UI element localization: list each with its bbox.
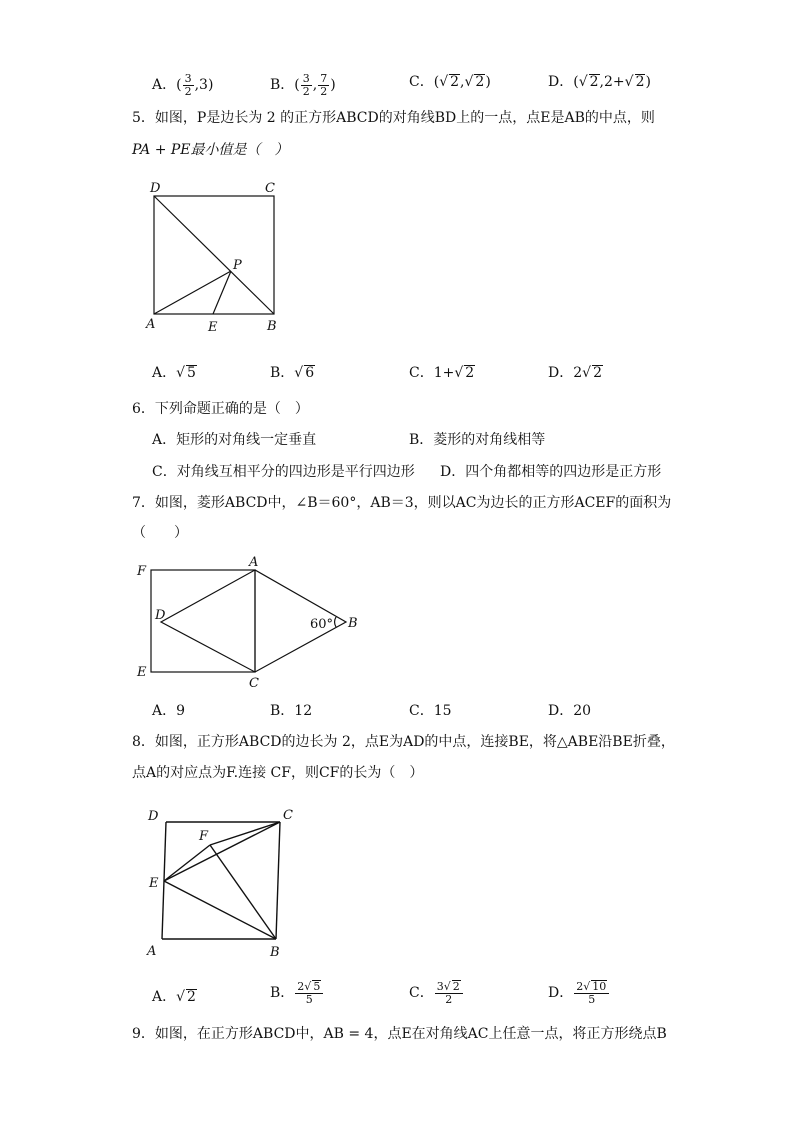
q8-option-b: B． $\frac{2√ 5}{5}$: [270, 980, 324, 1006]
q4-option-a: A．( $\frac{3}{2}$ ,3): [152, 72, 214, 98]
q7-label-angle: 60°: [310, 617, 334, 632]
q5-segment-pe: [213, 271, 231, 314]
q6-option-b: B．菱形的对角线相等: [409, 432, 546, 448]
q6-option-c: C．对角线互相平分的四边形是平行四边形: [152, 464, 415, 480]
q6-stem: 6．下列命题正确的是（ ）: [132, 401, 309, 417]
q5-square: [154, 196, 274, 314]
q7-square-acef: [151, 570, 255, 672]
q7-rhombus-abcd: [161, 570, 346, 672]
q8-segment-fc: [210, 822, 280, 845]
q8-option-c: C． $\frac{3√ 2}{2}$: [409, 980, 464, 1006]
q7-label-e: E: [137, 665, 147, 680]
q7-label-d: D: [155, 608, 166, 623]
q7-label-b: B: [348, 616, 358, 631]
q8-label-b: B: [270, 945, 280, 960]
q4-option-d: D．(√ 2,2+√ 2): [548, 74, 651, 90]
q5-label-d: D: [150, 181, 161, 196]
q5-diagonal-bd: [154, 196, 274, 314]
q5-option-d: D．2√ 2: [548, 365, 602, 381]
q5-label-b: B: [267, 319, 277, 334]
q5-label-c: C: [265, 181, 275, 196]
q5-option-a: A．√ 5: [152, 365, 196, 381]
q7-option-a: A．9: [152, 703, 186, 719]
q8-option-d: D． $\frac{2√ 10}{5}$: [548, 980, 610, 1006]
q8-segment-fb: [210, 845, 276, 939]
q5-stem-line2: PA + PE最小值是（ ）: [132, 142, 289, 158]
q9-stem-line1: 9．如图，在正方形ABCD中，AB = 4，点E在对角线AC上任意一点，将正方形绕点B: [132, 1026, 667, 1042]
q5-option-b: B．√ 6: [270, 365, 315, 381]
q7-stem-line2: （ ）: [132, 525, 188, 541]
q6-option-a: A．矩形的对角线一定垂直: [152, 432, 317, 448]
q7-label-f: F: [137, 564, 147, 579]
q8-label-a: A: [147, 944, 157, 959]
q8-option-a: A．√ 2: [152, 989, 196, 1005]
q7-option-c: C．15: [409, 703, 452, 719]
q5-stem-line1: 5．如图，P是边长为 2 的正方形ABCD的对角线BD上的一点，点E是AB的中点，则: [132, 110, 655, 126]
q4-option-b: B．( $\frac{3}{2}$ , $\frac{7}{2}$ ): [270, 72, 336, 98]
q8-side-da: [162, 822, 166, 939]
q8-stem-line1: 8．如图，正方形ABCD的边长为 2，点E为AD的中点，连接BE，将△ABE沿BE折叠，: [132, 734, 675, 750]
q7-option-d: D．20: [548, 703, 592, 719]
q5-label-a: A: [146, 317, 156, 332]
q5-label-p: P: [233, 258, 242, 273]
q8-label-c: C: [283, 808, 293, 823]
q7-label-a: A: [249, 555, 259, 570]
q5-option-c: C．1+√ 2: [409, 365, 475, 381]
q8-label-f: F: [199, 829, 209, 844]
q8-label-d: D: [148, 809, 159, 824]
q7-option-b: B．12: [270, 703, 313, 719]
q5-segment-pa: [154, 271, 231, 314]
q8-side-cb: [276, 822, 280, 939]
q7-label-c: C: [249, 676, 259, 691]
q4-option-c: C．(√ 2,√ 2): [409, 74, 491, 90]
q8-segment-ec: [164, 822, 280, 881]
q6-option-d: D．四个角都相等的四边形是正方形: [440, 464, 662, 480]
q8-segment-eb: [164, 881, 276, 939]
q8-label-e: E: [149, 876, 159, 891]
q8-segment-ef: [164, 845, 210, 881]
q7-stem-line1: 7．如图，菱形ABCD中，∠B＝60°，AB＝3，则以AC为边长的正方形ACEF的面积为: [132, 495, 672, 511]
q5-label-e: E: [208, 320, 218, 335]
q8-stem-line2: 点A的对应点为F.连接 CF，则CF的长为（ ）: [132, 765, 424, 781]
q7-angle-arc: [335, 617, 336, 627]
